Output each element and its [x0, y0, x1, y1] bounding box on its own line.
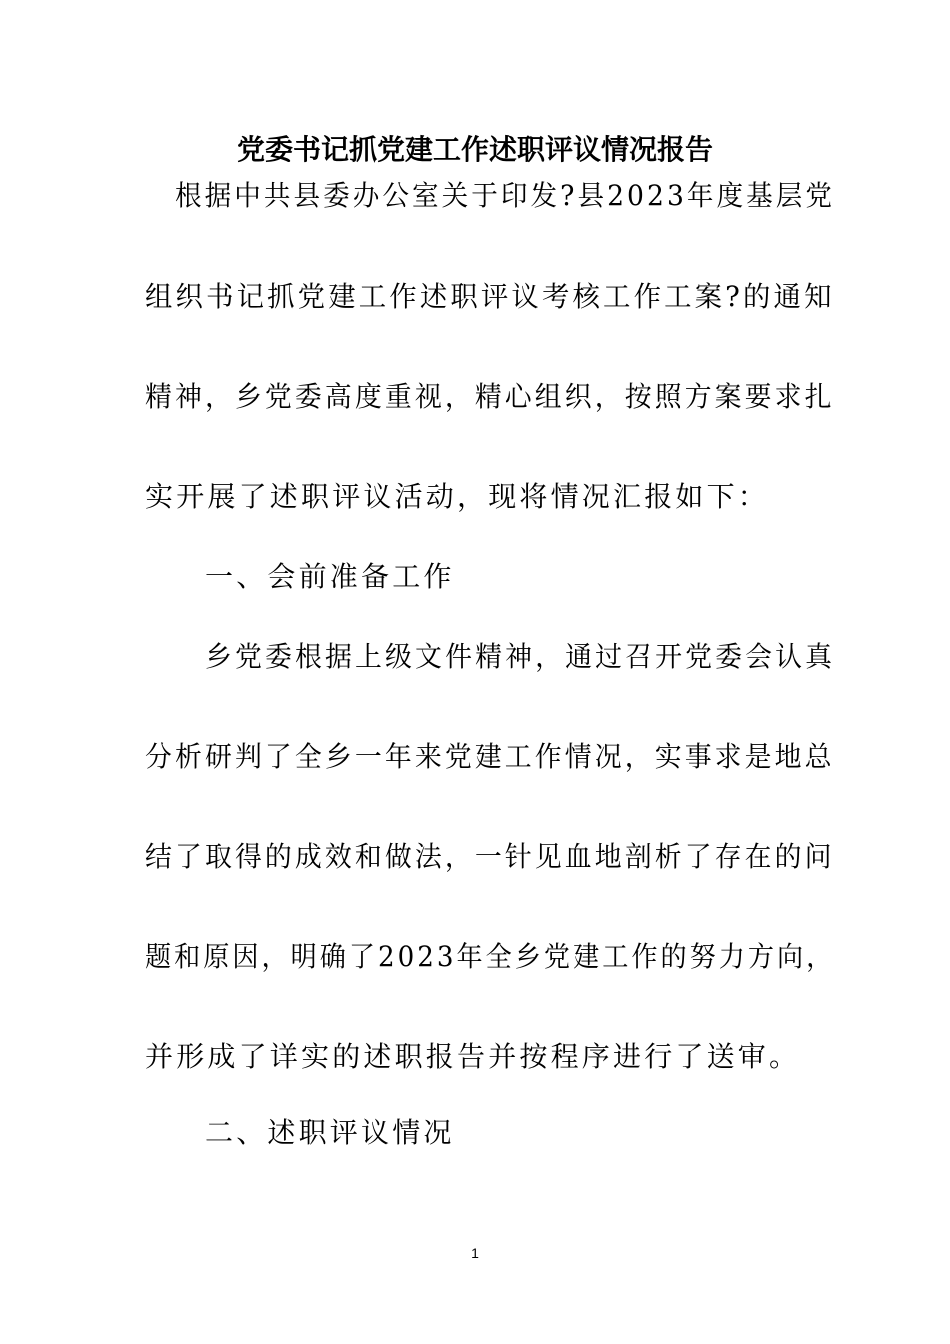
section-heading: 二、述职评议情况 — [205, 1116, 455, 1149]
paragraph-line: 题和原因，明确了2023年全乡党建工作的努力方向， — [145, 940, 836, 973]
section-heading: 一、会前准备工作 — [205, 560, 455, 593]
paragraph-line: 结了取得的成效和做法，一针见血地剖析了存在的问 — [145, 840, 835, 873]
paragraph-line: 分析研判了全乡一年来党建工作情况，实事求是地总 — [145, 740, 835, 773]
paragraph-line: 根据中共县委办公室关于印发?县2023年度基层党 — [175, 179, 836, 212]
document-title: 党委书记抓党建工作述职评议情况报告 — [236, 133, 713, 166]
page-number: 1 — [471, 1245, 479, 1261]
paragraph-line: 实开展了述职评议活动，现将情况汇报如下： — [145, 480, 770, 513]
paragraph-line: 组织书记抓党建工作述职评议考核工作工案?的通知 — [145, 280, 835, 313]
paragraph-line: 乡党委根据上级文件精神，通过召开党委会认真 — [205, 640, 836, 673]
paragraph-line: 精神，乡党委高度重视，精心组织，按照方案要求扎 — [145, 380, 835, 413]
paragraph-line: 并形成了详实的述职报告并按程序进行了送审。 — [145, 1040, 801, 1073]
